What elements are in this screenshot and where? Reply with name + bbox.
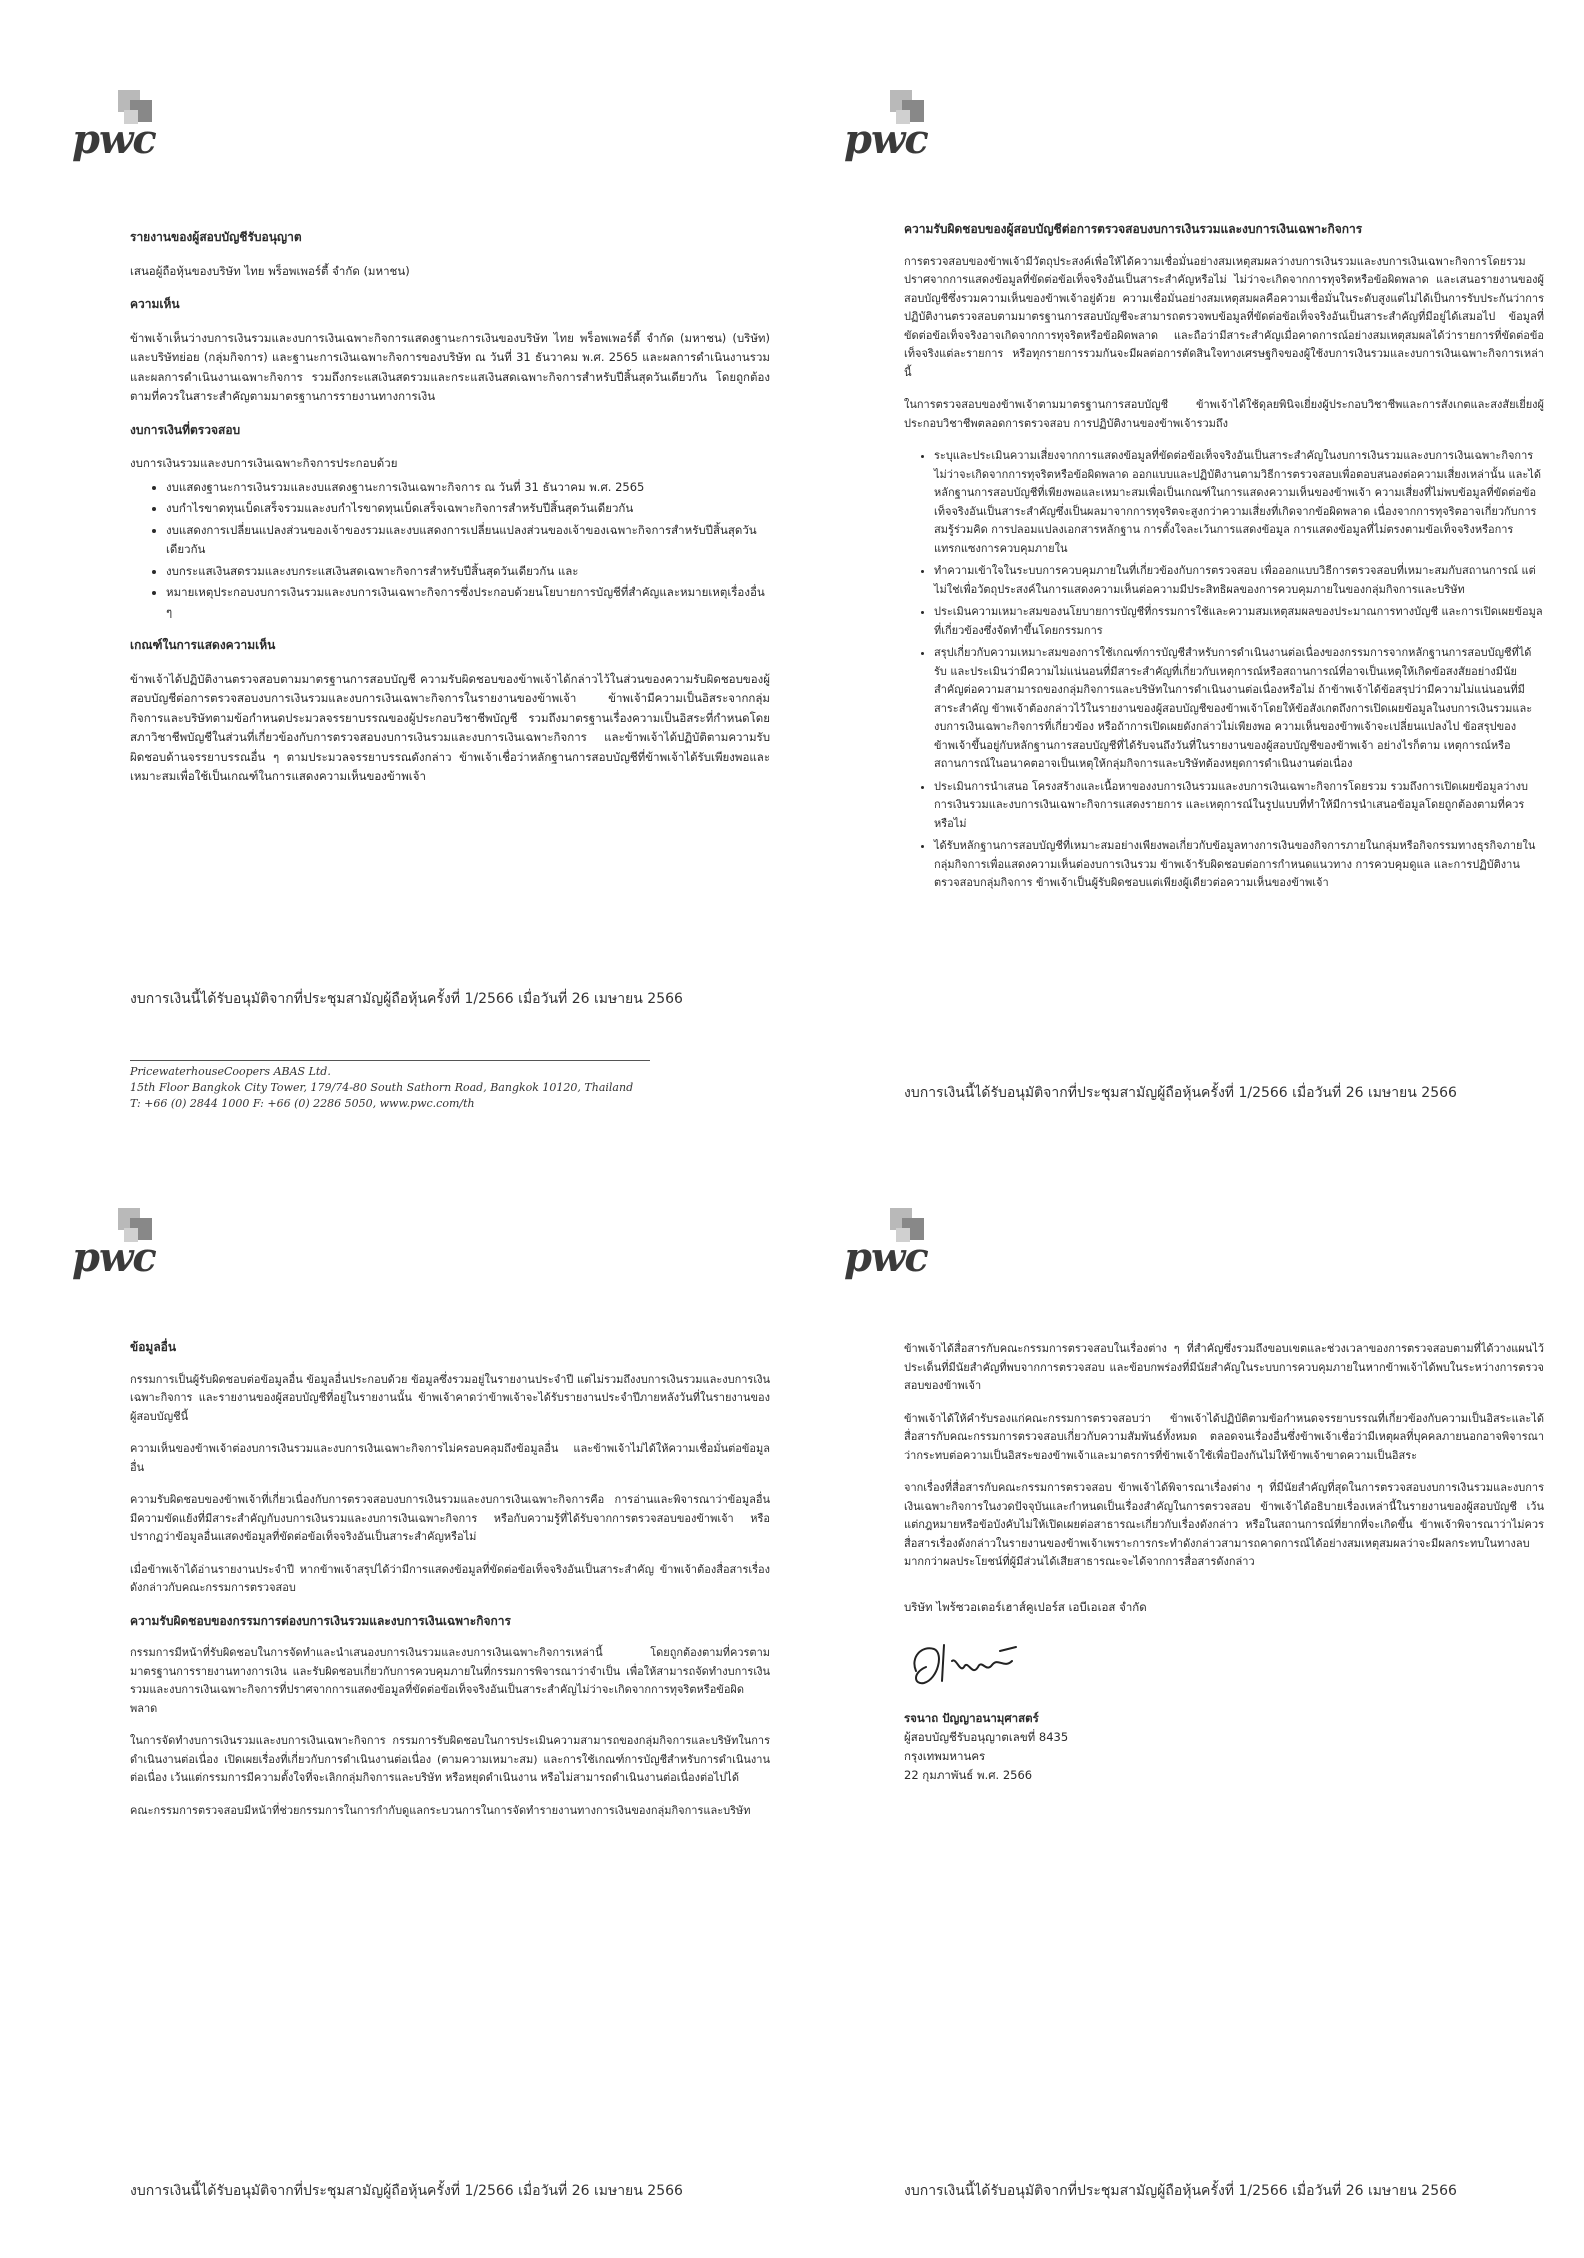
list-item: • หมายเหตุประกอบงบการเงินรวมและงบการเงินเฉพาะกิจการซึ่งประกอบด้วยนโยบายการบัญชีที่สำคัญและหมายเหตุเรื่องอื่น ๆ xyxy=(166,583,770,622)
pwc-logo: pwc xyxy=(844,60,964,180)
basis-text: ข้าพเจ้าได้ปฏิบัติงานตรวจสอบตามมาตรฐานการสอบบัญชี ความรับผิดชอบของข้าพเจ้าได้กล่าวไว้ในส่วนของความรับผิดชอบของผู้สอบบัญชีต่อการตรวจสอบงบการเงินรวมและงบการเงินเฉพาะกิจการในรายงานของข้าพเจ้า ข้าพเจ้ามีความเป็นอิสระจากกลุ่มกิจการและบริษัทตามข้อกำหนดประมวลจรรยาบรรณของผู้ประกอบวิชาชีพบัญชี รวมถึงมาตรฐานเรื่องความเป็นอิสระที่กำหนดโดยสภาวิชาชีพบัญชีในส่วนที่เกี่ยวข้องกับการตรวจสอบงบการเงินรวมและงบการเงินเฉพาะกิจการ และข้าพเจ้าได้ปฏิบัติตามความรับผิดชอบด้านจรรยาบรรณอื่น ๆ ตามประมวลจรรยาบรรณดังกล่าว ข้าพเจ้าเชื่อว่าหลักฐานการสอบบัญชีที่ข้าพเจ้าได้รับเพียงพอและเหมาะสมเพื่อใช้เป็นเกณฑ์ในการแสดงความเห็นของข้าพเจ้า xyxy=(130,671,770,783)
paragraph: ข้าพเจ้าได้ให้คำรับรองแก่คณะกรรมการตรวจสอบว่า ข้าพเจ้าได้ปฏิบัติตามข้อกำหนดจรรยาบรรณที่เกี่ยวข้องกับความเป็นอิสระและได้สื่อสารกับคณะกรรมการตรวจสอบเกี่ยวกับความสัมพันธ์ทั้งหมด ตลอดจนเรื่องอื่นซึ่งข้าพเจ้าเชื่อว่ามีเหตุผลที่บุคคลภายนอกอาจพิจารณาว่ากระทบต่อความเป็นอิสระของข้าพเจ้าและมาตรการที่ข้าพเจ้าใช้เพื่อป้องกันไม่ให้ข้าพเจ้าขาดความเป็นอิสระ xyxy=(904,1411,1544,1462)
list-item: • ประเมินการนำเสนอ โครงสร้างและเนื้อหาของงบการเงินรวมและงบการเงินเฉพาะกิจการโดยรวม รวมถึงการเปิดเผยข้อมูลว่างบการเงินรวมและงบการเงินเฉพาะกิจการแสดงรายการ และเหตุการณ์ในรูปแบบที่ทำให้มีการนำเสนอข้อมูลโดยถูกต้องตามที่ควรหรือไม่ xyxy=(934,778,1544,834)
approval-note: งบการเงินนี้ได้รับอนุมัติจากที่ประชุมสามัญผู้ถือหุ้นครั้งที่ 1/2566 เมื่อวันที่ 26 เมษายน 2566 xyxy=(904,1085,1457,1101)
list-item: • ได้รับหลักฐานการสอบบัญชีที่เหมาะสมอย่างเพียงพอเกี่ยวกับข้อมูลทางการเงินของกิจการภายในกลุ่มหรือกิจกรรมทางธุรกิจภายในกลุ่มกิจการเพื่อแสดงความเห็นต่องบการเงินรวม ข้าพเจ้ารับผิดชอบต่อการกำหนดแนวทาง การควบคุมดูแล และการปฏิบัติงานตรวจสอบกลุ่มกิจการ ข้าพเจ้าเป็นผู้รับผิดชอบแต่เพียงผู้เดียวต่อความเห็นของข้าพเจ้า xyxy=(934,837,1544,893)
auditor-signature xyxy=(904,1627,1054,1697)
pwc-logo: pwc xyxy=(72,1178,192,1298)
firm-footer xyxy=(130,1064,690,1112)
audited-intro: งบการเงินรวมและงบการเงินเฉพาะกิจการประกอบด้วย xyxy=(130,456,398,470)
other-info-heading: ข้อมูลอื่น xyxy=(130,1340,177,1354)
list-item: • ประเมินความเหมาะสมของนโยบายการบัญชีที่กรรมการใช้และความสมเหตุสมผลของประมาณการทางบัญชี และการเปิดเผยข้อมูลที่เกี่ยวข้องซึ่งจัดทำขึ้นโดยกรรมการ xyxy=(934,603,1544,640)
paragraph: ข้าพเจ้าได้สื่อสารกับคณะกรรมการตรวจสอบในเรื่องต่าง ๆ ที่สำคัญซึ่งรวมถึงขอบเขตและช่วงเวลาของการตรวจสอบตามที่ได้วางแผนไว้ ประเด็นที่มีนัยสำคัญที่พบจากการตรวจสอบ และข้อบกพร่องที่มีนัยสำคัญในระบบการควบคุมภายในหากข้าพเจ้าได้พบในระหว่างการตรวจสอบของข้าพเจ้า xyxy=(904,1342,1544,1392)
audited-heading: งบการเงินที่ตรวจสอบ xyxy=(130,422,241,437)
report-page-1 xyxy=(40,60,800,1140)
auditor-name: รจนาถ ปัญญาอนามุศาสตร์ xyxy=(904,1710,1039,1725)
paragraph: คณะกรรมการตรวจสอบมีหน้าที่ช่วยกรรมการในการกำกับดูแลกระบวนการในการจัดทำรายงานทางการเงินของกลุ่มกิจการและบริษัท xyxy=(130,1803,751,1817)
list-item: • งบแสดงฐานะการเงินรวมและงบแสดงฐานะการเงินเฉพาะกิจการ ณ วันที่ 31 ธันวาคม พ.ศ. 2565 xyxy=(166,478,770,498)
audited-list xyxy=(130,478,770,623)
report-title: รายงานของผู้สอบบัญชีรับอนุญาต xyxy=(130,230,302,244)
list-item: • ระบุและประเมินความเสี่ยงจากการแสดงข้อมูลที่ขัดต่อข้อเท็จจริงอันเป็นสาระสำคัญในงบการเงินรวมและงบการเงินเฉพาะกิจการไม่ว่าจะเกิดจากการทุจริตหรือข้อผิดพลาด ออกแบบและปฏิบัติงานตามวิธีการตรวจสอบเพื่อตอบสนองต่อความเสี่ยงเหล่านั้น และได้หลักฐานการสอบบัญชีที่เพียงพอและเหมาะสมเพื่อเป็นเกณฑ์ในการแสดงความเห็นของข้าพเจ้า ความเสี่ยงที่ไม่พบข้อมูลที่ขัดต่อข้อเท็จจริงอันเป็นสาระสำคัญซึ่งเป็นผลมาจากการทุจริตจะสูงกว่าความเสี่ยงที่เกิดจากข้อผิดพลาด เนื่องจากการทุจริตอาจเกี่ยวกับการสมรู้ร่วมคิด การปลอมแปลงเอกสารหลักฐาน การตั้งใจละเว้นการแสดงข้อมูล การแสดงข้อมูลที่ไม่ตรงตามข้อเท็จจริงหรือการแทรกแซงการควบคุมภายใน xyxy=(934,447,1544,558)
approval-note: งบการเงินนี้ได้รับอนุมัติจากที่ประชุมสามัญผู้ถือหุ้นครั้งที่ 1/2566 เมื่อวันที่ 26 เมษายน 2566 xyxy=(130,2183,683,2199)
report-page-4 xyxy=(812,1178,1572,2258)
report-page-3 xyxy=(40,1178,800,2258)
firm-name: บริษัท ไพร้ซวอเตอร์เฮาส์คูเปอร์ส เอบีเอเอส จำกัด xyxy=(904,1599,1147,1614)
auditor-responsibility-heading: ความรับผิดชอบของผู้สอบบัญชีต่อการตรวจสอบงบการเงินรวมและงบการเงินเฉพาะกิจการ xyxy=(904,222,1363,236)
directors-responsibility-heading: ความรับผิดชอบของกรรมการต่องบการเงินรวมและงบการเงินเฉพาะกิจการ xyxy=(130,1613,511,1628)
addressee: เสนอผู้ถือหุ้นของบริษัท ไทย พร็อพเพอร์ตี้ จำกัด (มหาชน) xyxy=(130,263,410,278)
approval-note: งบการเงินนี้ได้รับอนุมัติจากที่ประชุมสามัญผู้ถือหุ้นครั้งที่ 1/2566 เมื่อวันที่ 26 เมษายน 2566 xyxy=(904,2183,1457,2199)
city: กรุงเทพมหานคร xyxy=(904,1748,986,1763)
paragraph: ความรับผิดชอบของข้าพเจ้าที่เกี่ยวเนื่องกับการตรวจสอบงบการเงินรวมและงบการเงินเฉพาะกิจการคือ การอ่านและพิจารณาว่าข้อมูลอื่นมีความขัดแย้งที่มีสาระสำคัญกับงบการเงินรวมและงบการเงินเฉพาะกิจการ หรือกับความรู้ที่ได้รับจากการตรวจสอบของข้าพเจ้า หรือปรากฏว่าข้อมูลอื่นแสดงข้อมูลที่ขัดต่อข้อเท็จจริงอันเป็นสาระสำคัญหรือไม่ xyxy=(130,1493,770,1543)
paragraph: การตรวจสอบของข้าพเจ้ามีวัตถุประสงค์เพื่อให้ได้ความเชื่อมั่นอย่างสมเหตุสมผลว่างบการเงินรวมและงบการเงินเฉพาะกิจการโดยรวมปราศจากการแสดงข้อมูลที่ขัดต่อข้อเท็จจริงอันเป็นสาระสำคัญหรือไม่ ไม่ว่าจะเกิดจากการทุจริตหรือข้อผิดพลาด และเสนอรายงานของผู้สอบบัญชีซึ่งรวมความเห็นของข้าพเจ้าอยู่ด้วย ความเชื่อมั่นอย่างสมเหตุสมผลคือความเชื่อมั่นในระดับสูงแต่ไม่ได้เป็นการรับประกันว่าการปฏิบัติงานตรวจสอบตามมาตรฐานการสอบบัญชีจะสามารถตรวจพบข้อมูลที่ขัดต่อข้อเท็จจริงอันเป็นสาระสำคัญที่มีอยู่ได้เสมอไป ข้อมูลที่ขัดต่อข้อเท็จจริงอาจเกิดจากการทุจริตหรือข้อผิดพลาด และถือว่ามีสาระสำคัญเมื่อคาดการณ์อย่างสมเหตุสมผลได้ว่ารายการที่ขัดต่อข้อเท็จจริงแต่ละรายการ หรือทุกรายการรวมกันจะมีผลต่อการตัดสินใจทางเศรษฐกิจของผู้ใช้งบการเงินรวมและงบการเงินเฉพาะกิจการเหล่านี้ xyxy=(904,254,1544,379)
license-number: ผู้สอบบัญชีรับอนุญาตเลขที่ 8435 xyxy=(904,1729,1069,1744)
procedures-list xyxy=(904,447,1544,893)
footer-firm-name: PricewaterhouseCoopers ABAS Ltd. xyxy=(130,1065,331,1078)
paragraph: กรรมการเป็นผู้รับผิดชอบต่อข้อมูลอื่น ข้อมูลอื่นประกอบด้วย ข้อมูลซึ่งรวมอยู่ในรายงานประจำปี แต่ไม่รวมถึงงบการเงินรวมและงบการเงินเฉพาะกิจการ และรายงานของผู้สอบบัญชีที่อยู่ในรายงานนั้น ข้าพเจ้าคาดว่าข้าพเจ้าจะได้รับรายงานประจำปีภายหลังวันที่ในรายงานของผู้สอบบัญชีนี้ xyxy=(130,1372,770,1423)
signature-block xyxy=(904,1598,1544,1785)
report-page-2 xyxy=(812,60,1572,1140)
opinion-heading: ความเห็น xyxy=(130,297,180,311)
page-1-content xyxy=(130,228,770,801)
footer-contact: T: +66 (0) 2844 1000 F: +66 (0) 2286 5050, www.pwc.com/th xyxy=(130,1097,475,1110)
pwc-logo: pwc xyxy=(72,60,192,180)
paragraph: กรรมการมีหน้าที่รับผิดชอบในการจัดทำและนำเสนองบการเงินรวมและงบการเงินเฉพาะกิจการเหล่านี้ โดยถูกต้องตามที่ควรตามมาตรฐานการรายงานทางการเงิน และรับผิดชอบเกี่ยวกับการควบคุมภายในที่กรรมการพิจารณาว่าจำเป็น เพื่อให้สามารถจัดทำงบการเงินรวมและงบการเงินเฉพาะกิจการที่ปราศจากการแสดงข้อมูลที่ขัดต่อข้อเท็จจริงอันเป็นสาระสำคัญไม่ว่าจะเกิดจากการทุจริตหรือข้อผิดพลาด xyxy=(130,1646,770,1715)
report-date: 22 กุมภาพันธ์ พ.ศ. 2566 xyxy=(904,1767,1033,1782)
paragraph: ในการตรวจสอบของข้าพเจ้าตามมาตรฐานการสอบบัญชี ข้าพเจ้าได้ใช้ดุลยพินิจเยี่ยงผู้ประกอบวิชาชีพและการสังเกตและสงสัยเยี่ยงผู้ประกอบวิชาชีพตลอดการตรวจสอบ การปฏิบัติงานของข้าพเจ้ารวมถึง xyxy=(904,398,1544,430)
paragraph: จากเรื่องที่สื่อสารกับคณะกรรมการตรวจสอบ ข้าพเจ้าได้พิจารณาเรื่องต่าง ๆ ที่มีนัยสำคัญที่สุดในการตรวจสอบงบการเงินรวมและงบการเงินเฉพาะกิจการในงวดปัจจุบันและกำหนดเป็นเรื่องสำคัญในการตรวจสอบ ข้าพเจ้าได้อธิบายเรื่องเหล่านี้ในรายงานของผู้สอบบัญชี เว้นแต่กฎหมายหรือข้อบังคับไม่ให้เปิดเผยต่อสาธารณะเกี่ยวกับเรื่องดังกล่าว หรือในสถานการณ์ที่ยากที่จะเกิดขึ้น ข้าพเจ้าพิจารณาว่าไม่ควรสื่อสารเรื่องดังกล่าวในรายงานของข้าพเจ้าเพราะการกระทำดังกล่าวสามารถคาดการณ์ได้อย่างสมเหตุสมผลว่าจะมีผลกระทบในทางลบมากกว่าผลประโยชน์ที่ผู้มีส่วนได้เสียสาธารณะจะได้จากการสื่อสารดังกล่าว xyxy=(904,1481,1544,1568)
paragraph: เมื่อข้าพเจ้าได้อ่านรายงานประจำปี หากข้าพเจ้าสรุปได้ว่ามีการแสดงข้อมูลที่ขัดต่อข้อเท็จจริงอันเป็นสาระสำคัญ ข้าพเจ้าต้องสื่อสารเรื่องดังกล่าวกับคณะกรรมการตรวจสอบ xyxy=(130,1562,770,1594)
page-4-content xyxy=(904,1340,1544,1785)
paragraph: ในการจัดทำงบการเงินรวมและงบการเงินเฉพาะกิจการ กรรมการรับผิดชอบในการประเมินความสามารถของกลุ่มกิจการและบริษัทในการดำเนินงานต่อเนื่อง เปิดเผยเรื่องที่เกี่ยวกับการดำเนินงานต่อเนื่อง (ตามความเหมาะสม) และการใช้เกณฑ์การบัญชีสำหรับการดำเนินงานต่อเนื่อง เว้นแต่กรรมการมีความตั้งใจที่จะเลิกกลุ่มกิจการและบริษัท หรือหยุดดำเนินงาน หรือไม่สามารถดำเนินงานต่อเนื่องต่อไปได้ xyxy=(130,1734,770,1784)
approval-note: งบการเงินนี้ได้รับอนุมัติจากที่ประชุมสามัญผู้ถือหุ้นครั้งที่ 1/2566 เมื่อวันที่ 26 เมษายน 2566 xyxy=(130,991,683,1007)
list-item: • งบกระแสเงินสดรวมและงบกระแสเงินสดเฉพาะกิจการสำหรับปีสิ้นสุดวันเดียวกัน และ xyxy=(166,562,770,582)
page-3-content xyxy=(130,1338,770,1834)
list-item: • สรุปเกี่ยวกับความเหมาะสมของการใช้เกณฑ์การบัญชีสำหรับการดำเนินงานต่อเนื่องของกรรมการจากหลักฐานการสอบบัญชีที่ได้รับ และประเมินว่ามีความไม่แน่นอนที่มีสาระสำคัญที่เกี่ยวกับเหตุการณ์หรือสถานการณ์ที่อาจเป็นเหตุให้เกิดข้อสงสัยอย่างมีนัยสำคัญต่อความสามารถของกลุ่มกิจการและบริษัทในการดำเนินงานต่อเนื่องหรือไม่ ถ้าข้าพเจ้าได้ข้อสรุปว่ามีความไม่แน่นอนที่มีสาระสำคัญ ข้าพเจ้าต้องกล่าวไว้ในรายงานของผู้สอบบัญชีของข้าพเจ้าโดยให้ข้อสังเกตถึงการเปิดเผยข้อมูลในงบการเงินรวมและงบการเงินเฉพาะกิจการที่เกี่ยวข้อง หรือถ้าการเปิดเผยดังกล่าวไม่เพียงพอ ความเห็นของข้าพเจ้าจะเปลี่ยนแปลงไป ข้อสรุปของข้าพเจ้าขึ้นอยู่กับหลักฐานการสอบบัญชีที่ได้รับจนถึงวันที่ในรายงานของผู้สอบบัญชีของข้าพเจ้า อย่างไรก็ตาม เหตุการณ์หรือสถานการณ์ในอนาคตอาจเป็นเหตุให้กลุ่มกิจการและบริษัทต้องหยุดการดำเนินงานต่อเนื่อง xyxy=(934,644,1544,774)
pwc-logo: pwc xyxy=(844,1178,964,1298)
opinion-text: ข้าพเจ้าเห็นว่างบการเงินรวมและงบการเงินเฉพาะกิจการแสดงฐานะการเงินของบริษัท ไทย พร็อพเพอร์ตี้ จำกัด (มหาชน) (บริษัท) และบริษัทย่อย (กลุ่มกิจการ) และฐานะการเงินเฉพาะกิจการของบริษัท ณ วันที่ 31 ธันวาคม พ.ศ. 2565 และผลการดำเนินงานรวมและผลการดำเนินงานเฉพาะกิจการ รวมถึงกระแสเงินสดรวมและกระแสเงินสดเฉพาะกิจการสำหรับปีสิ้นสุดวันเดียวกัน โดยถูกต้องตามที่ควรในสาระสำคัญตามมาตรฐานการรายงานทางการเงิน xyxy=(130,330,770,403)
footer-address: 15th Floor Bangkok City Tower, 179/74-80 South Sathorn Road, Bangkok 10120, Thailand xyxy=(130,1081,634,1094)
footer-divider xyxy=(130,1060,650,1061)
basis-heading: เกณฑ์ในการแสดงความเห็น xyxy=(130,638,276,652)
list-item: • งบแสดงการเปลี่ยนแปลงส่วนของเจ้าของรวมและงบแสดงการเปลี่ยนแปลงส่วนของเจ้าของเฉพาะกิจการสำหรับปีสิ้นสุดวันเดียวกัน xyxy=(166,521,770,560)
list-item: • งบกำไรขาดทุนเบ็ดเสร็จรวมและงบกำไรขาดทุนเบ็ดเสร็จเฉพาะกิจการสำหรับปีสิ้นสุดวันเดียวกัน xyxy=(166,499,770,519)
paragraph: ความเห็นของข้าพเจ้าต่องบการเงินรวมและงบการเงินเฉพาะกิจการไม่ครอบคลุมถึงข้อมูลอื่น และข้าพเจ้าไม่ได้ให้ความเชื่อมั่นต่อข้อมูลอื่น xyxy=(130,1442,770,1474)
list-item: • ทำความเข้าใจในระบบการควบคุมภายในที่เกี่ยวข้องกับการตรวจสอบ เพื่อออกแบบวิธีการตรวจสอบที่เหมาะสมกับสถานการณ์ แต่ไม่ใช่เพื่อวัตถุประสงค์ในการแสดงความเห็นต่อความมีประสิทธิผลของการควบคุมภายในของกลุ่มกิจการและบริษัท xyxy=(934,562,1544,599)
page-2-content xyxy=(904,220,1544,907)
